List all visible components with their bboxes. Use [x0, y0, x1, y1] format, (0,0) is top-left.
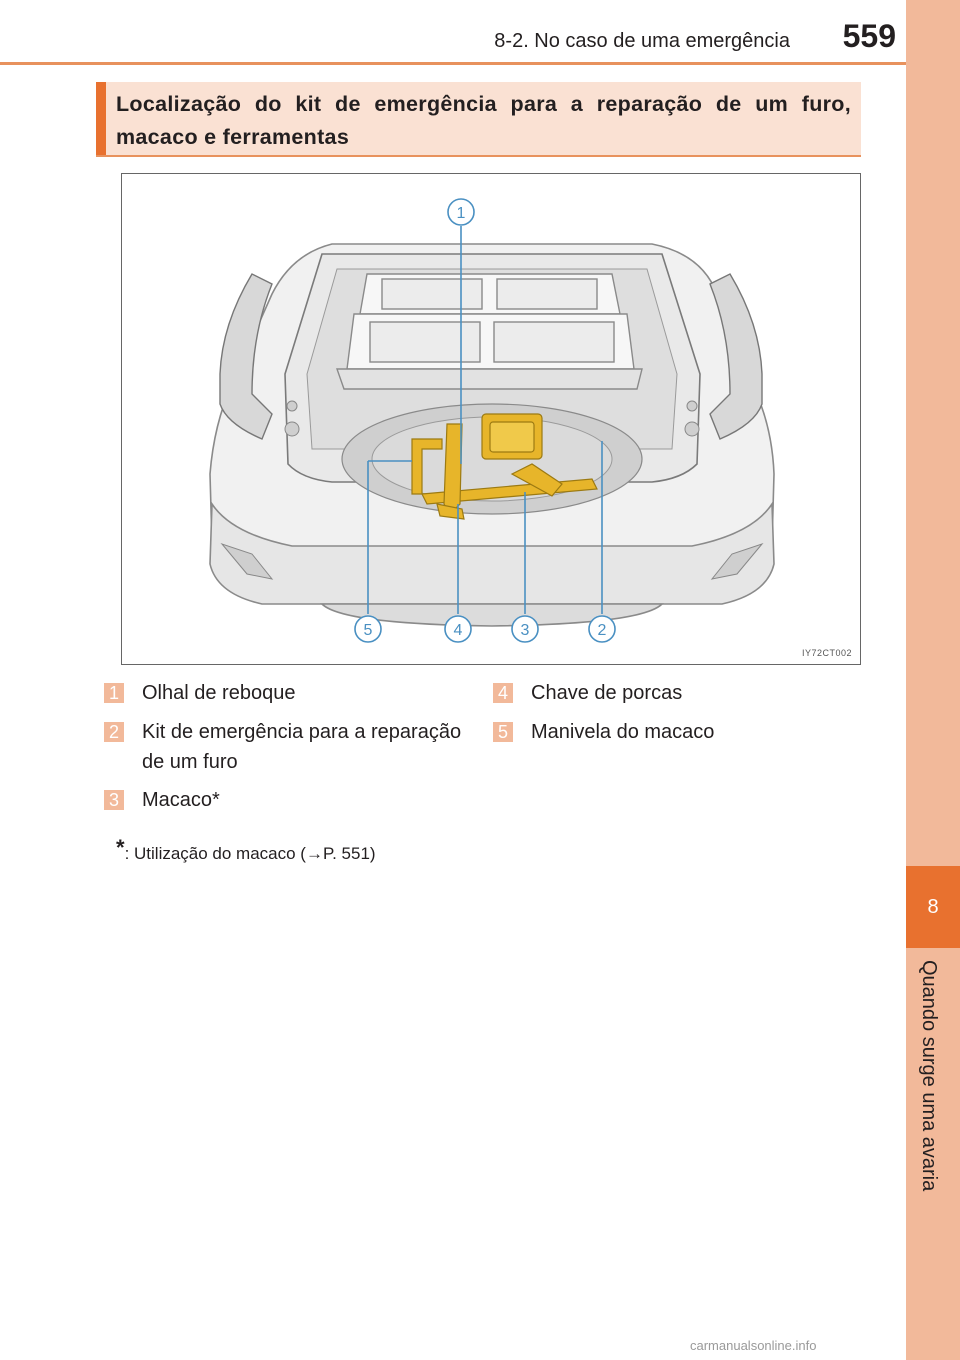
legend-label-4: Chave de porcas: [531, 682, 683, 704]
trunk-illustration: [121, 173, 861, 665]
legend-badge-3: 3: [104, 790, 124, 810]
page-number: 559: [842, 18, 896, 54]
chapter-title: Quando surge uma avaria: [918, 960, 940, 1192]
legend-label-2: Kit de emergência para a reparação de um furo: [142, 721, 462, 773]
legend-badge-4: 4: [493, 683, 513, 703]
chapter-title-vertical: [918, 960, 948, 1220]
footnote-text: : Utilização do macaco (→P. 551): [124, 844, 376, 863]
legend-badge-5: 5: [493, 722, 513, 742]
callout-3: 3: [520, 622, 530, 639]
chapter-number-tab[interactable]: 8: [906, 866, 960, 948]
watermark: carmanualsonline.info: [690, 1338, 817, 1353]
legend-badge-2: 2: [104, 722, 124, 742]
header-rule: [0, 62, 906, 65]
title-underline: [96, 155, 861, 157]
section-heading: Localização do kit de emergência para a reparação de um furo, macaco e ferramentas: [116, 92, 851, 149]
legend-label-1: Olhal de reboque: [142, 682, 296, 704]
legend-label-3: Macaco*: [142, 789, 220, 811]
figure-code: IY72CT002: [801, 648, 852, 658]
footnote: [116, 835, 376, 864]
title-accent-bar: [96, 82, 106, 156]
callout-1: 1: [456, 205, 466, 222]
section-title: 8-2. No caso de uma emergência: [494, 30, 790, 52]
footnote-star: *: [116, 835, 125, 860]
callout-5: 5: [363, 622, 373, 639]
legend-label-5: Manivela do macaco: [531, 721, 715, 743]
car-trunk-drawing: [122, 174, 860, 664]
callout-4: 4: [453, 622, 463, 639]
callout-2: 2: [597, 622, 607, 639]
legend-badge-1: 1: [104, 683, 124, 703]
